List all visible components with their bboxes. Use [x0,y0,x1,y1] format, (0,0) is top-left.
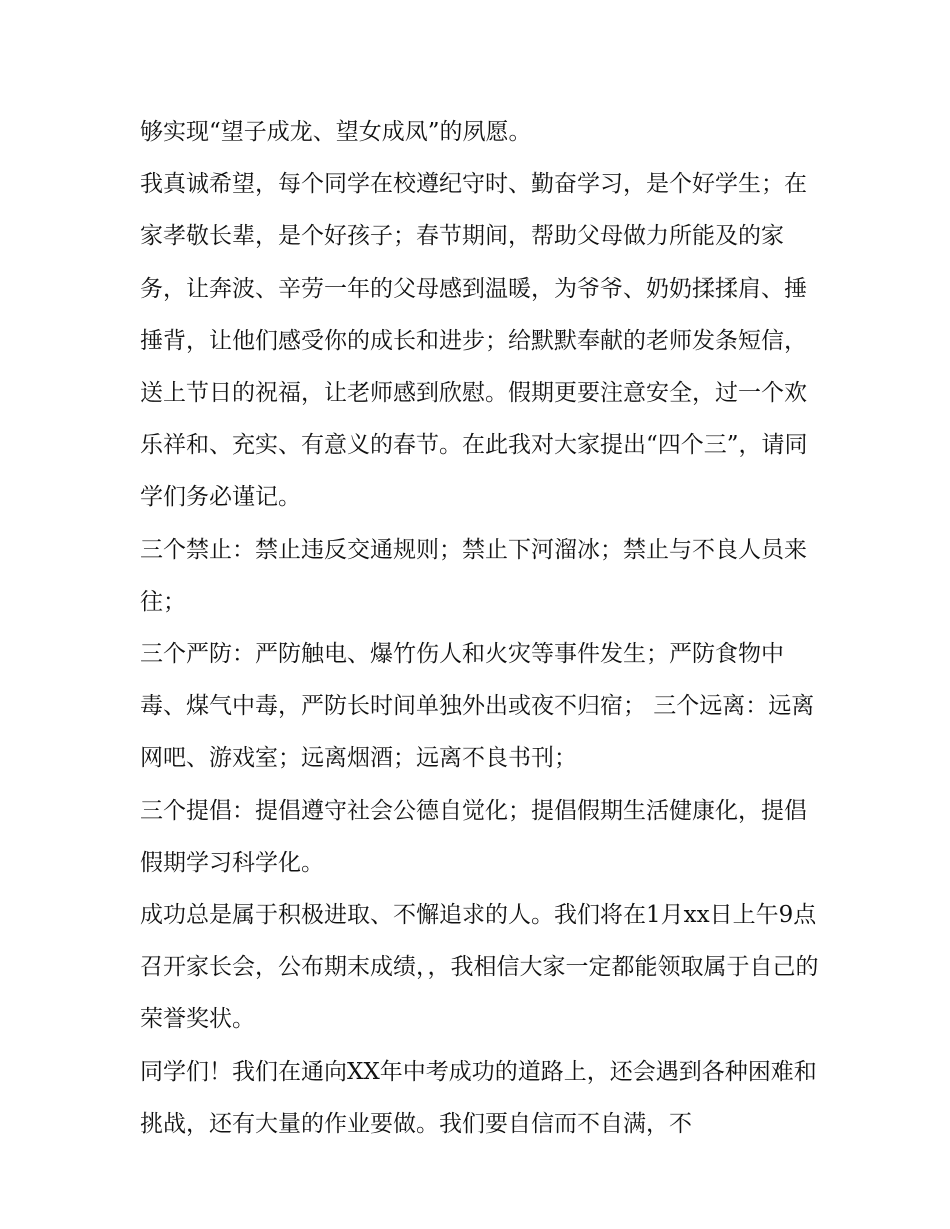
paragraph-3: 三个禁止：禁止违反交通规则；禁止下河溜冰；禁止与不良人员来往； [140,536,807,615]
paragraph-1: 够实现“望子成龙、望女成凤”的夙愿。 [140,119,532,145]
paragraph-7: 同学们！我们在通向XX年中考成功的道路上，还会遇到各种困难和挑战，还有大量的作业要做。我们要自信而不自满，不 [140,1058,817,1137]
paragraph-2: 我真诚希望，每个同学在校遵纪守时、勤奋学习，是个好学生；在家孝敬长辈，是个好孩子；春节期间，帮助父母做力所能及的家务，让奔波、辛劳一年的父母感到温暖，为爷爷、奶奶揉揉肩、捶捶背，让他们感受你的成长和进步；给默默奉献的老师发条短信，送上节日的祝福，让老师感到欣慰。假期更要注意安全，过一个欢乐祥和、充实、有意义的春节。在此我对大家提出“四个三”，请同学们务必谨记。 [140,171,808,511]
paragraph-5: 三个提倡：提倡遵守社会公德自觉化；提倡假期生活健康化，提倡假期学习科学化。 [140,797,807,876]
paragraph-6: 成功总是属于积极进取、不懈追求的人。我们将在1月xx日上午9点召开家长会，公布期末成绩，，我相信大家一定都能领取属于自己的荣誉奖状。 [140,902,819,1033]
document-body [140,106,820,1150]
paragraph-4: 三个严防：严防触电、爆竹伤人和火灾等事件发生；严防食物中毒、煤气中毒，严防长时间单独外出或夜不归宿； 三个远离：远离网吧、游戏室；远离烟酒；远离不良书刊； [140,641,815,772]
